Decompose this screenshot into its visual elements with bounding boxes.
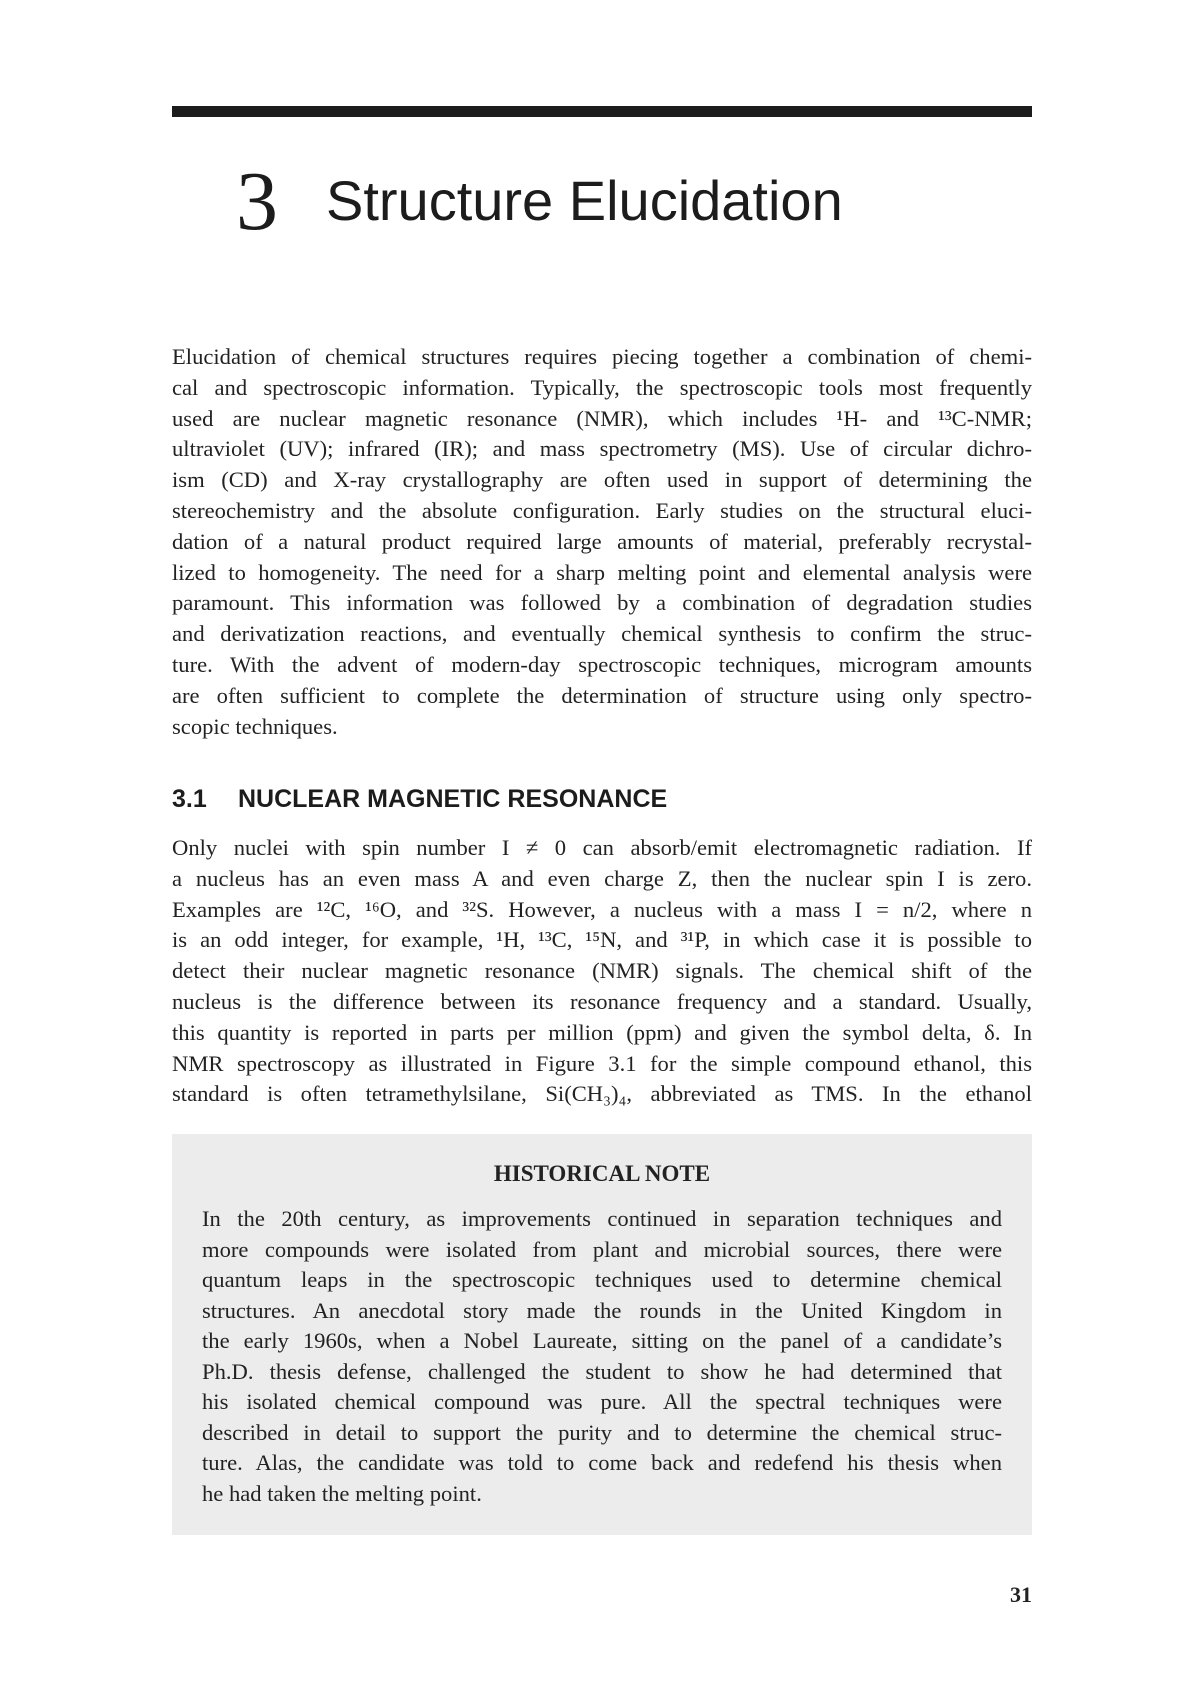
intro-line: scopic techniques. [172, 713, 338, 739]
intro-line: paramount. This information was followed by a combination of degradation studies [172, 590, 1032, 616]
section-heading [172, 784, 667, 814]
historical-note-body [202, 1204, 1002, 1509]
historical-note-title: HISTORICAL NOTE [493, 1161, 711, 1186]
note-line: ture. Alas, the candidate was told to come back and redefend his thesis when [202, 1450, 1002, 1475]
nmr-line: Examples are ¹²C, ¹⁶O, and ³²S. However, a nucleus with a mass I = n/2, where n [172, 896, 1032, 922]
nmr-paragraph [172, 833, 1032, 1110]
chapter-title: Structure Elucidation [326, 169, 843, 232]
page-number: 31 [1010, 1582, 1032, 1607]
note-line: he had taken the melting point. [202, 1480, 482, 1506]
intro-line: ture. With the advent of modern-day spectroscopic techniques, microgram amounts [172, 651, 1032, 677]
intro-paragraph [172, 342, 1032, 742]
section-number: 3.1 [172, 785, 207, 813]
section-title: NUCLEAR MAGNETIC RESONANCE [238, 785, 668, 813]
nmr-line: this quantity is reported in parts per million (ppm) and given the symbol delta, δ. In [172, 1019, 1032, 1045]
intro-line: dation of a natural product required large amounts of material, preferably recrystal- [172, 528, 1032, 554]
nmr-line: detect their nuclear magnetic resonance (NMR) signals. The chemical shift of the [172, 958, 1032, 984]
chapter-top-rule [172, 106, 1032, 117]
intro-line: are often sufficient to complete the determination of structure using only spectro- [172, 682, 1032, 708]
intro-line: ultraviolet (UV); infrared (IR); and mass spectrometry (MS). Use of circular dichro- [172, 436, 1032, 462]
note-line: his isolated chemical compound was pure. All the spectral techniques were [202, 1389, 1002, 1414]
nmr-line: Only nuclei with spin number I ≠ 0 can absorb/emit electromagnetic radiation. If [172, 835, 1032, 860]
nmr-line: standard is often tetramethylsilane, Si(CH₃)₄, abbreviated as TMS. In the ethanol [172, 1081, 1032, 1107]
historical-note-box [172, 1134, 1032, 1535]
note-line: quantum leaps in the spectroscopic techniques used to determine chemical [202, 1267, 1002, 1292]
note-line: more compounds were isolated from plant and microbial sources, there were [202, 1236, 1002, 1262]
note-line: In the 20th century, as improvements continued in separation techniques and [202, 1206, 1002, 1231]
intro-line: used are nuclear magnetic resonance (NMR), which includes ¹H- and ¹³C-NMR; [172, 405, 1032, 431]
intro-line: and derivatization reactions, and eventually chemical synthesis to confirm the struc- [172, 621, 1032, 647]
nmr-line: nucleus is the difference between its resonance frequency and a standard. Usually, [172, 988, 1032, 1014]
note-line: structures. An anecdotal story made the rounds in the United Kingdom in [202, 1297, 1002, 1323]
note-line: described in detail to support the purity and to determine the chemical struc- [202, 1419, 1002, 1445]
nmr-line: a nucleus has an even mass A and even charge Z, then the nuclear spin I is zero. [172, 865, 1032, 891]
note-line: Ph.D. thesis defense, challenged the student to show he had determined that [202, 1358, 1002, 1384]
note-line: the early 1960s, when a Nobel Laureate, sitting on the panel of a candidate’s [202, 1328, 1002, 1353]
nmr-line: is an odd integer, for example, ¹H, ¹³C, ¹⁵N, and ³¹P, in which case it is possible to [172, 927, 1032, 953]
intro-line: Elucidation of chemical structures requires piecing together a combination of chemi- [172, 344, 1032, 369]
nmr-line: NMR spectroscopy as illustrated in Figure 3.1 for the simple compound ethanol, this [172, 1050, 1032, 1076]
chapter-number: 3 [236, 155, 278, 248]
intro-line: cal and spectroscopic information. Typically, the spectroscopic tools most frequently [172, 374, 1032, 400]
intro-line: lized to homogeneity. The need for a sharp melting point and elemental analysis were [172, 559, 1032, 585]
intro-line: ism (CD) and X-ray crystallography are often used in support of determining the [172, 467, 1032, 493]
intro-line: stereochemistry and the absolute configuration. Early studies on the structural eluci- [172, 497, 1032, 523]
